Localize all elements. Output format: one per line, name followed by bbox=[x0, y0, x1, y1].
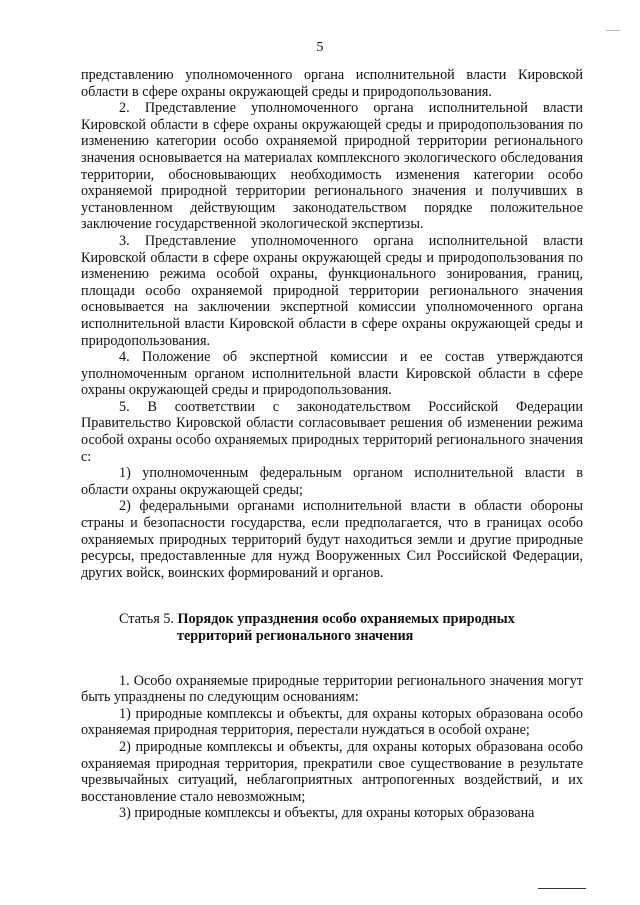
paragraph-2: 2. Представление уполномоченного органа исполнительной власти Кировской области в сфере охраны окружающей среды и природопользования по изменению категории особо охраняемой природной территории регионального значения основывается на материалах комплексного экологического обследования территории, обосновывающих необходимость изменения категории особо охраняемой природной территории регионального значения и получивших в установленном действующим законодательством порядке положительное заключение государственной экологической экспертизы. bbox=[81, 100, 583, 233]
article-paragraph-1: 1. Особо охраняемые природные территории регионального значения могут быть упразднены по следующим основаниям: bbox=[81, 672, 583, 706]
paragraph-5: 5. В соответствии с законодательством Российской Федерации Правительство Кировской области согласовывает решения об изменении режима особой охраны особо охраняемых природных территорий регионального значения с: bbox=[81, 398, 583, 465]
list-item-1: 1) уполномоченным федеральным органом исполнительной власти в области охраны окружающей среды; bbox=[81, 465, 583, 498]
page-number: 5 bbox=[316, 40, 324, 55]
list-item-2: 2) федеральными органами исполнительной власти в области обороны страны и безопасности государства, если предполагается, что в границах особо охраняемых природных территорий будут находиться земли и другие природные ресурсы, предоставленные для нужд Вооруженных Сил Российской Федерации, других войск, воинских формирований и органов. bbox=[81, 498, 583, 581]
article-heading bbox=[81, 611, 583, 644]
article-label: Статья 5. bbox=[119, 611, 174, 628]
document-body bbox=[81, 67, 583, 822]
article-list-item-1: 1) природные комплексы и объекты, для охраны которых образована особо охраняемая природная территория, перестали нуждаться в особой охране; bbox=[81, 705, 583, 739]
paragraph-4: 4. Положение об экспертной комиссии и ее состав утверждаются уполномоченным органом исполнительной власти Кировской области в сфере охраны окружающей среды и природопользования. bbox=[81, 349, 583, 399]
footer-rule bbox=[538, 888, 586, 889]
paragraph-continuation: представлению уполномоченного органа исполнительной власти Кировской области в сфере охраны окружающей среды и природопользования. bbox=[81, 67, 583, 100]
article-title-line2: территорий регионального значения bbox=[177, 628, 414, 644]
article-list-item-3: 3) природные комплексы и объекты, для охраны которых образована bbox=[119, 805, 535, 822]
article-title-line1: Порядок упразднения особо охраняемых природных bbox=[177, 611, 515, 628]
article-list-item-2: 2) природные комплексы и объекты, для охраны которых образована особо охраняемая природная территория, прекратили свое существование в результате чрезвычайных ситуаций, неблагоприятных антропогенных воздействий, и их восстановление стало невозможным; bbox=[81, 738, 583, 805]
scan-mark bbox=[606, 30, 620, 31]
paragraph-3: 3. Представление уполномоченного органа исполнительной власти Кировской области в сфере охраны окружающей среды и природопользования по изменению режима особой охраны, функционального зонирования, границ, площади особо охраняемой природной территории регионального значения основывается на заключении экспертной комиссии уполномоченного органа исполнительной власти Кировской области в сфере охраны окружающей среды и природопользования. bbox=[81, 232, 583, 349]
